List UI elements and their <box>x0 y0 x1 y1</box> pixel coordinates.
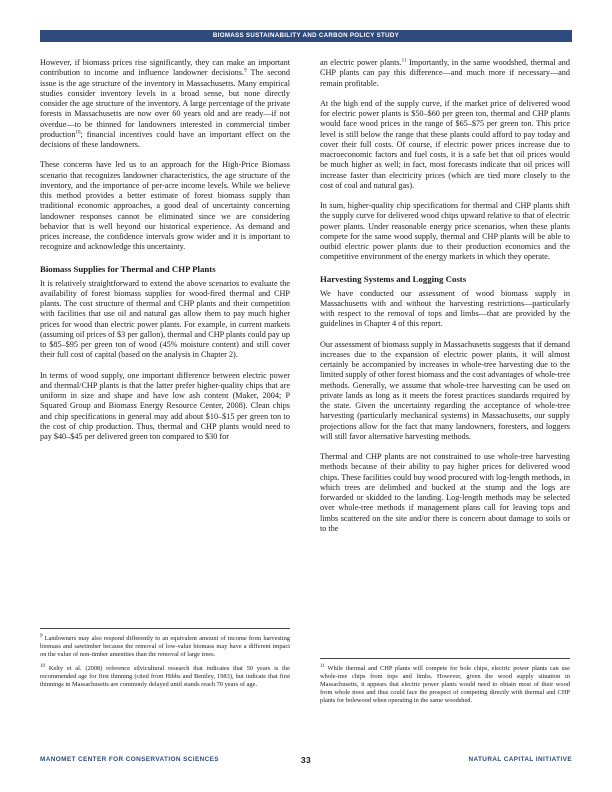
section-heading-thermal-chp: Biomass Supplies for Thermal and CHP Plants <box>40 263 216 274</box>
footnote-9: $^9$ Landowners may also respond differently to an equivalent amount of income from harvesting biomass and sawtimber because the removal of low-value biomass may have a different impact on the value of non-timber amenities than the removal of large trees. <box>40 633 290 659</box>
paragraph-log-length: Thermal and CHP plants are not constrained to use whole-tree harvesting methods because of their ability to pay higher prices for delivered wood chips. These facilities could buy wood procured with log-length methods, in which trees are delimbed and bucked at the stump and the logs are forwarded or skidded to the landing. Log-length methods may be selected over whole-tree methods if management plans call for leaving tops and limbs scattered on the site and/or there is concern about damage to soils or to the <box>320 452 570 533</box>
footer-initiative: NATURAL CAPITAL INITIATIVE <box>468 756 572 763</box>
paragraph-supply-curve: At the high end of the supply curve, if the market price of delivered wood for electric power plants is $50–$60 per green ton, thermal and CHP plants would face wood prices in the range of $65–$75 per green ton. This price level is still below the range that these plants could afford to pay today and cover their full costs. Of course, if electric power prices increase due to macroeconomic factors and fuel costs, it is a safe bet that oil prices would be much higher as well; in fact, most forecasts indicate that oil prices will increase faster than electricity prices (which are tied more closely to the cost of coal and natural gas). <box>320 98 570 190</box>
page-number: 33 <box>300 755 312 765</box>
paragraph-in-sum: In sum, higher-quality chip specifications for thermal and CHP plants shift the supply curve for delivered wood chips upward relative to that of electric power plants. Under reasonable energy price scenarios, when these plants compete for the same wood supply, thermal and CHP plants will be able to outbid electric power plants due to their production economics and the competitive environment of the energy markets in which they operate. <box>320 201 570 262</box>
paragraph-biomass-prices: However, if biomass prices rise significantly, they can make an important contribution to income and influence landowner decisions.$^9$ The second issue is the age structure of the inventory in Massachusetts. Many empirical studies consider inventory levels in a broad sense, but none directly consider the age structure of the inventory. A large percentage of the private forests in Massachusetts are now over 60 years old and are ready—if not overdue—to be thinned for landowners interested in commercial timber production$^{10}$; financial incentives could have an important effect on the decisions of these landowners. <box>40 58 290 149</box>
paragraph-wood-supply: In terms of wood supply, one important difference between electric power and thermal/CHP plants is that the latter prefer higher-quality chips that are uniform in size and shape and have low ash content (Maker, 2004; P Squared Group and Biomass Energy Resource Center, 2008). Clean chips and chip specifications in general may add about $10–$15 per green ton to the cost of chip production. Thus, thermal and CHP plants would need to pay $40–$45 per delivered green ton compared to $30 for <box>40 370 290 441</box>
left-column <box>40 58 290 442</box>
section-heading-harvesting: Harvesting Systems and Logging Costs <box>320 273 467 284</box>
footnote-10: $^{10}$ Kelty et al. (2008) reference silvicultural research that indicates that 50 years is the recommended age for first thinning (cited from Hibbs and Bentley, 1983), but indicate that first thinnings in Massachusetts are commonly delayed until stands reach 70 years of age. <box>40 664 290 689</box>
running-header <box>40 30 572 42</box>
footnote-ref-10: 10 <box>75 130 81 136</box>
footnotes-right <box>320 658 570 705</box>
footnotes-left <box>40 628 290 690</box>
footer-organization: MANOMET CENTER FOR CONSERVATION SCIENCES <box>40 756 219 763</box>
footnote-ref-11: 11 <box>401 58 407 64</box>
running-header-title: BIOMASS SUSTAINABILITY AND CARBON POLICY STUDY <box>212 32 400 39</box>
paragraph-electric-power: an electric power plants.$^{11}$ Importantly, in the same woodshed, thermal and CHP plants can pay this difference—and much more if necessary—and remain profitable. <box>320 58 570 88</box>
paragraph-thermal-chp: It is relatively straightforward to extend the above scenarios to evaluate the availability of forest biomass supplies for wood-fired thermal and CHP plants. The cost structure of thermal and CHP plants and their competition with facilities that use oil and natural gas allow them to pay much higher prices for wood than electric power plants. For example, in current markets (assuming oil prices of $3 per gallon), thermal and CHP plants could pay up to $85–$95 per green ton of wood (45% moisture content) and still cover their full cost of capital (based on the analysis in Chapter 2). <box>40 278 290 360</box>
footnote-ref-9: 9 <box>244 68 247 74</box>
paragraph-concerns: These concerns have led us to an approach for the High-Price Biomass scenario that recognizes landowner characteristics, the age structure of the inventory, and the importance of per-acre income levels. While we believe this method provides a better estimate of forest biomass supply than traditional economic approaches, a good deal of uncertainty concerning landowner responses cannot be eliminated since we are considering behavior that is well beyond our historical experience. As demand and prices increase, the confidence intervals grow wider and it is important to recognize and acknowledge this uncertainty. <box>40 160 290 252</box>
paragraph-assessment: We have conducted our assessment of wood biomass supply in Massachusetts with and without the harvesting restrictions—particularly with respect to the removal of tops and limbs—that are provided by the guidelines in Chapter 4 of this report. <box>320 288 570 329</box>
right-column <box>320 58 570 534</box>
footnote-11: $^{11}$ While thermal and CHP plants will compete for bole chips, electric power plants can use whole-tree chips from tops and limbs. However, given the wood supply situation in Massachusetts, it appears that electric power plants would need to obtain most of their wood from whole trees and thus could face the prospect of competing directly with thermal and CHP plants for bolewood when operating in the same woodshed. <box>320 663 571 705</box>
page-footer <box>40 756 572 768</box>
paragraph-whole-tree: Our assessment of biomass supply in Massachusetts suggests that if demand increases due to the expansion of electric power plants, it will almost certainly be accompanied by increases in whole-tree harvesting due to the limited supply of other forest biomass and the cost advantages of whole-tree methods. Generally, we assume that whole-tree harvesting can be used on private lands as long as it meets the forest practices standards required by the state. Given the uncertainty regarding the acceptance of whole-tree harvesting (particularly mechanical systems) in Massachusetts, our supply projections allow for the fact that many landowners, foresters, and loggers will still favor alternative harvesting methods. <box>320 339 570 441</box>
